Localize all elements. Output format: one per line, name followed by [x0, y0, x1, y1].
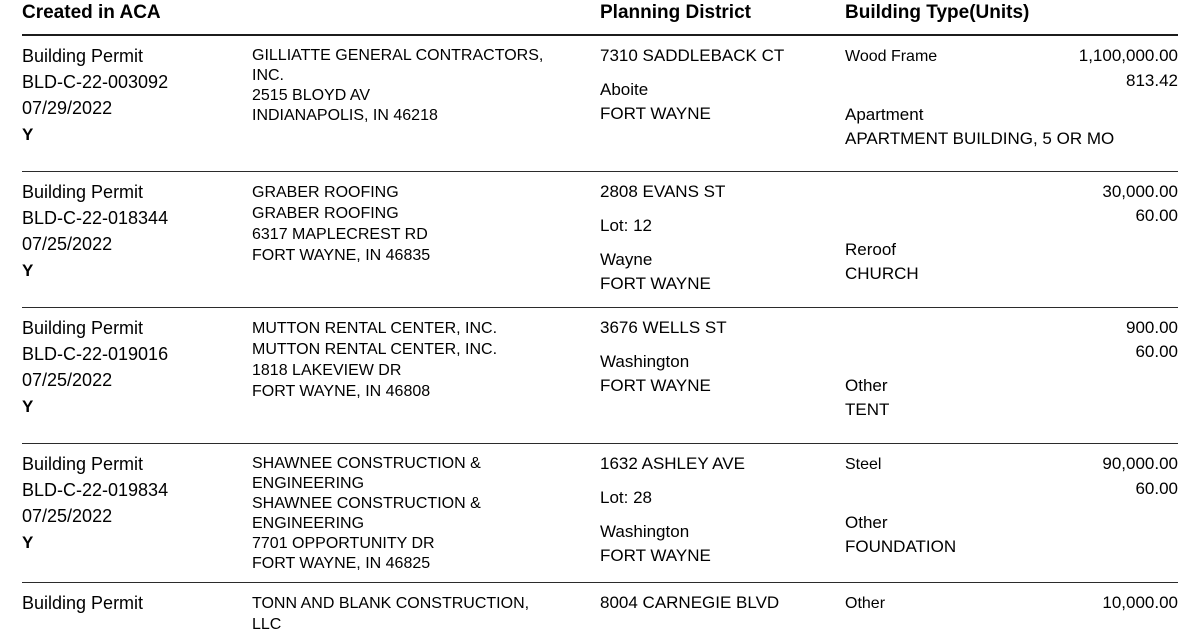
contractor-line: 2515 BLOYD AV	[252, 87, 370, 104]
use-group: Apartment	[845, 105, 924, 124]
contractor-cell	[252, 590, 600, 635]
building-description: FOUNDATION	[845, 537, 957, 556]
district-cell	[600, 315, 845, 396]
contractor-cell	[252, 315, 600, 402]
building-type-cell	[845, 179, 1178, 299]
column-header-planning-district: Planning District	[600, 2, 751, 23]
table-row	[22, 444, 1178, 582]
contractor-line: INDIANAPOLIS, IN 46218	[252, 107, 438, 124]
permit-date: 07/25/2022	[22, 370, 113, 390]
district-cell	[600, 590, 845, 613]
district-cell	[600, 43, 845, 124]
permit-type: Building Permit	[22, 46, 144, 66]
valuation: 30,000.00	[1102, 182, 1178, 201]
secondary-value: 60.00	[1135, 342, 1178, 361]
valuation: 900.00	[1126, 318, 1178, 337]
valuation: 10,000.00	[1102, 593, 1178, 612]
permit-cell	[22, 43, 252, 147]
contractor-line: GRABER ROOFING	[252, 184, 399, 201]
valuation: 90,000.00	[1102, 454, 1178, 473]
permit-type: Building Permit	[22, 182, 144, 202]
lot-number: Lot: 12	[600, 216, 652, 235]
permit-number: BLD-C-22-003092	[22, 72, 169, 92]
use-group: Reroof	[845, 240, 897, 259]
planning-district: Wayne	[600, 250, 653, 269]
building-type-cell	[845, 590, 1178, 614]
construction-material: Wood Frame	[845, 48, 938, 65]
contractor-line: ENGINEERING	[252, 475, 365, 492]
permit-type: Building Permit	[22, 593, 144, 613]
district-cell	[600, 179, 845, 294]
created-in-aca-flag: Y	[22, 533, 34, 552]
planning-district: Washington	[600, 352, 690, 371]
contractor-line: MUTTON RENTAL CENTER, INC.	[252, 320, 498, 337]
column-header-created-in-aca: Created in ACA	[22, 2, 161, 23]
permit-type: Building Permit	[22, 454, 144, 474]
city: FORT WAYNE	[600, 546, 711, 565]
created-in-aca-flag: Y	[22, 125, 34, 144]
construction-material: Steel	[845, 456, 882, 473]
building-description: APARTMENT BUILDING, 5 OR MO	[845, 129, 1115, 148]
column-header-building-type-units: Building Type(Units)	[845, 2, 1030, 23]
contractor-line: ENGINEERING	[252, 515, 365, 532]
permit-cell	[22, 451, 252, 555]
contractor-line: GRABER ROOFING	[252, 205, 399, 222]
building-description: TENT	[845, 400, 890, 419]
permit-cell	[22, 179, 252, 283]
valuation: 1,100,000.00	[1078, 46, 1178, 65]
site-address: 7310 SADDLEBACK CT	[600, 46, 785, 65]
building-description: CHURCH	[845, 264, 919, 283]
contractor-line: FORT WAYNE, IN 46835	[252, 247, 431, 264]
contractor-line: FORT WAYNE, IN 46808	[252, 383, 431, 400]
contractor-line: FORT WAYNE, IN 46825	[252, 555, 431, 572]
permit-date: 07/25/2022	[22, 234, 113, 254]
permit-date: 07/29/2022	[22, 98, 113, 118]
permit-number: BLD-C-22-019834	[22, 480, 169, 500]
contractor-line: SHAWNEE CONSTRUCTION &	[252, 455, 481, 472]
contractor-cell	[252, 43, 600, 126]
contractor-cell	[252, 179, 600, 266]
city: FORT WAYNE	[600, 274, 711, 293]
created-in-aca-flag: Y	[22, 397, 34, 416]
table-row	[22, 36, 1178, 171]
contractor-line: LLC	[252, 616, 282, 633]
secondary-value: 813.42	[1126, 71, 1178, 90]
building-type-cell	[845, 451, 1178, 571]
secondary-value: 60.00	[1135, 206, 1178, 225]
table-row	[22, 308, 1178, 443]
contractor-cell	[252, 451, 600, 574]
permit-number: BLD-C-22-018344	[22, 208, 169, 228]
site-address: 1632 ASHLEY AVE	[600, 454, 745, 473]
planning-district: Washington	[600, 522, 690, 541]
permit-number: BLD-C-22-019016	[22, 344, 169, 364]
use-group: Other	[845, 376, 888, 395]
created-in-aca-flag: Y	[22, 261, 34, 280]
permit-date: 07/25/2022	[22, 506, 113, 526]
contractor-line: TONN AND BLANK CONSTRUCTION,	[252, 595, 530, 612]
contractor-line: SHAWNEE CONSTRUCTION &	[252, 495, 481, 512]
city: FORT WAYNE	[600, 104, 711, 123]
lot-number: Lot: 28	[600, 488, 652, 507]
contractor-line: GILLIATTE GENERAL CONTRACTORS,	[252, 47, 544, 64]
permit-cell	[22, 315, 252, 419]
use-group: Other	[845, 513, 888, 532]
district-cell	[600, 451, 845, 566]
site-address: 8004 CARNEGIE BLVD	[600, 593, 780, 612]
table-header	[22, 0, 1178, 34]
contractor-line: 7701 OPPORTUNITY DR	[252, 535, 435, 552]
site-address: 3676 WELLS ST	[600, 318, 727, 337]
table-row	[22, 583, 1178, 635]
building-type-cell	[845, 315, 1178, 435]
construction-material: Other	[845, 595, 886, 612]
planning-district: Aboite	[600, 80, 649, 99]
contractor-line: 1818 LAKEVIEW DR	[252, 362, 402, 379]
contractor-line: 6317 MAPLECREST RD	[252, 226, 428, 243]
building-type-cell	[845, 43, 1178, 163]
contractor-line: MUTTON RENTAL CENTER, INC.	[252, 341, 498, 358]
city: FORT WAYNE	[600, 376, 711, 395]
secondary-value: 60.00	[1135, 479, 1178, 498]
permit-type: Building Permit	[22, 318, 144, 338]
site-address: 2808 EVANS ST	[600, 182, 726, 201]
permit-cell	[22, 590, 252, 616]
contractor-line: INC.	[252, 67, 284, 84]
table-row	[22, 172, 1178, 307]
